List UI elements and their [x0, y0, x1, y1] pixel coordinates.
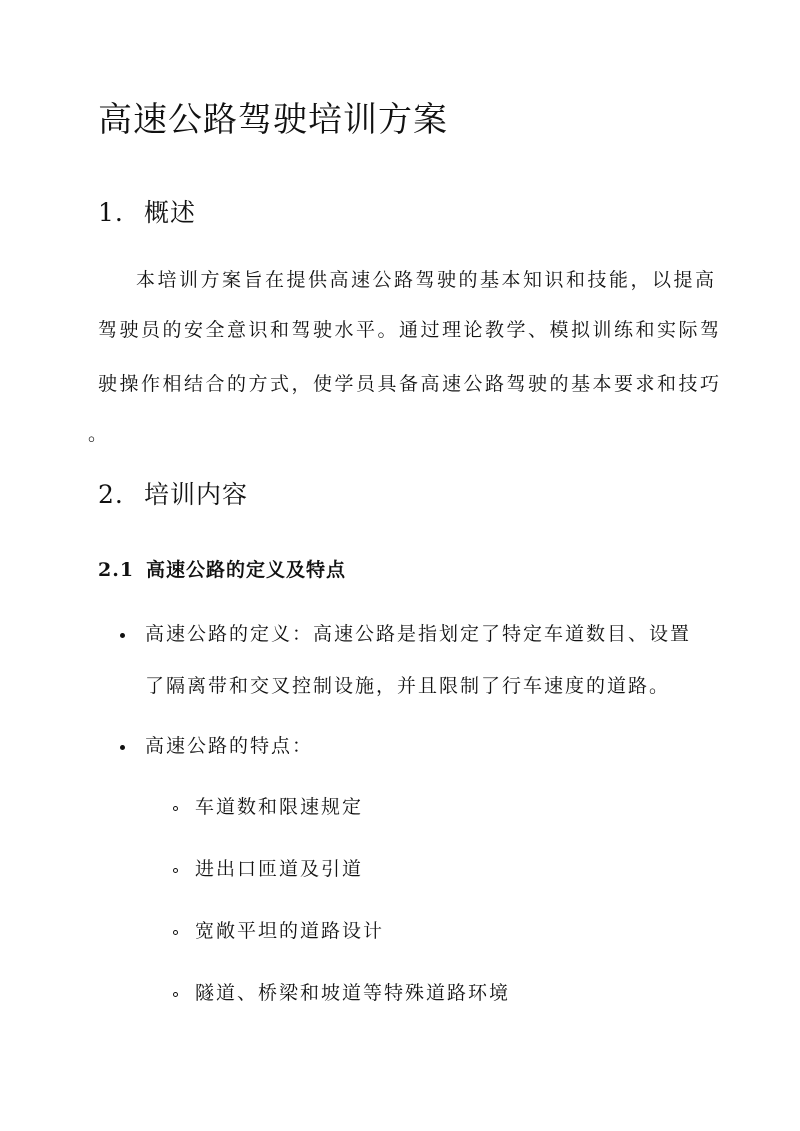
paragraph-line: 驾驶员的安全意识和驾驶水平。通过理论教学、模拟训练和实际驾: [98, 319, 722, 341]
sub-bullet-circle-icon: [173, 930, 178, 935]
bullet-line: 高速公路的定义：高速公路是指划定了特定车道数目、设置: [145, 623, 692, 645]
paragraph-line: 。: [88, 423, 110, 445]
section-2-heading: [98, 478, 248, 512]
document-title: 高速公路驾驶培训方案: [98, 100, 448, 140]
section-2-number: 2.: [98, 480, 124, 509]
sub-bullet-circle-icon: [173, 806, 178, 811]
bullet-dot-icon: [120, 633, 125, 638]
bullet-line: 了隔离带和交叉控制设施，并且限制了行车速度的道路。: [145, 675, 671, 697]
bullet-dot-icon: [120, 745, 125, 750]
section-2-title: 培训内容: [144, 480, 249, 509]
section-1-number: 1.: [98, 198, 124, 227]
sub-bullet-item: 隧道、桥梁和坡道等特殊道路环境: [195, 982, 511, 1004]
bullet-line: 高速公路的特点：: [145, 735, 314, 757]
sub-bullet-item: 车道数和限速规定: [195, 796, 364, 818]
subsection-2-1-title: 高速公路的定义及特点: [146, 559, 347, 581]
subsection-2-1-number: 2.1: [98, 559, 135, 581]
subsection-2-1-heading: [98, 556, 346, 584]
sub-bullet-circle-icon: [173, 868, 178, 873]
paragraph-line: 驶操作相结合的方式，使学员具备高速公路驾驶的基本要求和技巧: [98, 373, 722, 395]
paragraph-line: 本培训方案旨在提供高速公路驾驶的基本知识和技能，以提高: [136, 269, 717, 291]
sub-bullet-circle-icon: [173, 992, 178, 997]
section-1-title: 概述: [144, 198, 197, 227]
sub-bullet-item: 进出口匝道及引道: [195, 858, 364, 880]
section-1-heading: [98, 196, 196, 230]
sub-bullet-item: 宽敞平坦的道路设计: [195, 920, 385, 942]
